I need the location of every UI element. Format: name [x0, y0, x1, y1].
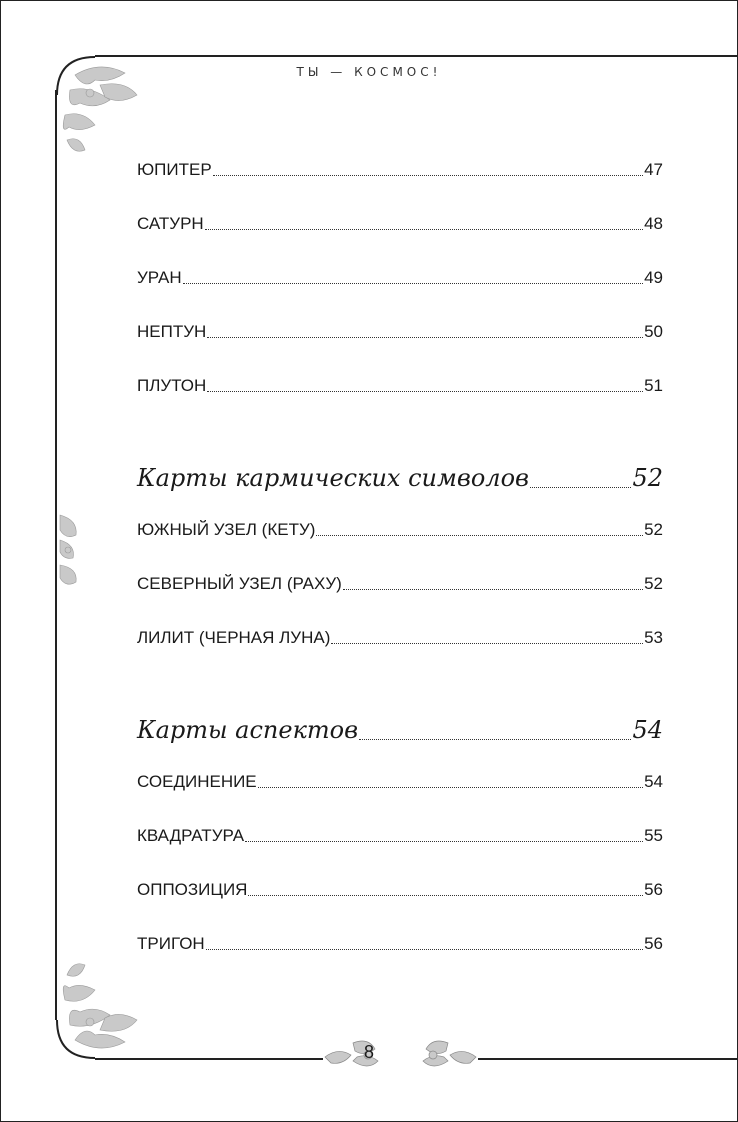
toc-entry-label: ЛИЛИТ (ЧЕРНАЯ ЛУНА) [137, 628, 331, 647]
toc-entry-label: Карты аспектов [137, 716, 359, 744]
dot-leader [183, 283, 643, 284]
toc-entry-page: 50 [644, 322, 663, 341]
dot-leader [258, 787, 643, 788]
inner-frame-left [55, 90, 57, 1020]
toc-entry-label: САТУРН [137, 214, 204, 233]
toc-entry-page: 54 [632, 716, 663, 744]
toc-entry[interactable] [137, 574, 663, 594]
toc-entry[interactable] [137, 376, 663, 396]
toc-entry-label: ПЛУТОН [137, 376, 207, 395]
dot-leader [207, 391, 643, 392]
toc-entry[interactable] [137, 160, 663, 180]
toc-entry[interactable] [137, 826, 663, 846]
toc-entry-label: СОЕДИНЕНИЕ [137, 772, 257, 791]
toc-entry-label: УРАН [137, 268, 182, 287]
toc-entry-label: ЮЖНЫЙ УЗЕЛ (КЕТУ) [137, 520, 316, 539]
toc-entry-page: 49 [644, 268, 663, 287]
toc-entry-page: 52 [644, 574, 663, 593]
toc-entry[interactable] [137, 268, 663, 288]
toc-entry-label: ОППОЗИЦИЯ [137, 880, 248, 899]
toc-entry-label: ЮПИТЕР [137, 160, 212, 179]
side-ornament-left [58, 510, 83, 600]
dot-leader [205, 229, 643, 230]
toc-entry[interactable] [137, 628, 663, 648]
dot-leader [245, 841, 643, 842]
toc-entry[interactable] [137, 772, 663, 792]
dot-leader [530, 487, 631, 488]
toc-entry[interactable] [137, 322, 663, 342]
toc-entry-page: 56 [644, 880, 663, 899]
toc-entry-label: СЕВЕРНЫЙ УЗЕЛ (РАХУ) [137, 574, 342, 593]
dot-leader [248, 895, 643, 896]
toc-entry-page: 56 [644, 934, 663, 953]
toc-entry-label: КВАДРАТУРА [137, 826, 245, 845]
toc-heading[interactable] [137, 464, 663, 492]
toc-entry-page: 47 [644, 160, 663, 179]
dot-leader [206, 949, 643, 950]
toc-entry-page: 52 [644, 520, 663, 539]
toc-entry-page: 52 [632, 464, 663, 492]
page-number: 8 [363, 1042, 374, 1062]
inner-frame-top [95, 55, 738, 57]
toc-entry-label: Карты кармических символов [137, 464, 529, 492]
toc-entry-page: 48 [644, 214, 663, 233]
toc-entry[interactable] [137, 520, 663, 540]
dot-leader [343, 589, 643, 590]
toc-entry[interactable] [137, 934, 663, 954]
toc-entry-page: 53 [644, 628, 663, 647]
running-head: ТЫ — КОСМОС! [296, 65, 442, 79]
toc-entry-page: 55 [644, 826, 663, 845]
dot-leader [359, 739, 631, 740]
dot-leader [316, 535, 643, 536]
toc-entry[interactable] [137, 880, 663, 900]
dot-leader [331, 643, 643, 644]
dot-leader [213, 175, 643, 176]
dot-leader [207, 337, 643, 338]
toc-heading[interactable] [137, 716, 663, 744]
toc-entry-page: 51 [644, 376, 663, 395]
toc-entry-label: НЕПТУН [137, 322, 207, 341]
toc-entry[interactable] [137, 214, 663, 234]
toc-entry-page: 54 [644, 772, 663, 791]
toc-entry-label: ТРИГОН [137, 934, 205, 953]
